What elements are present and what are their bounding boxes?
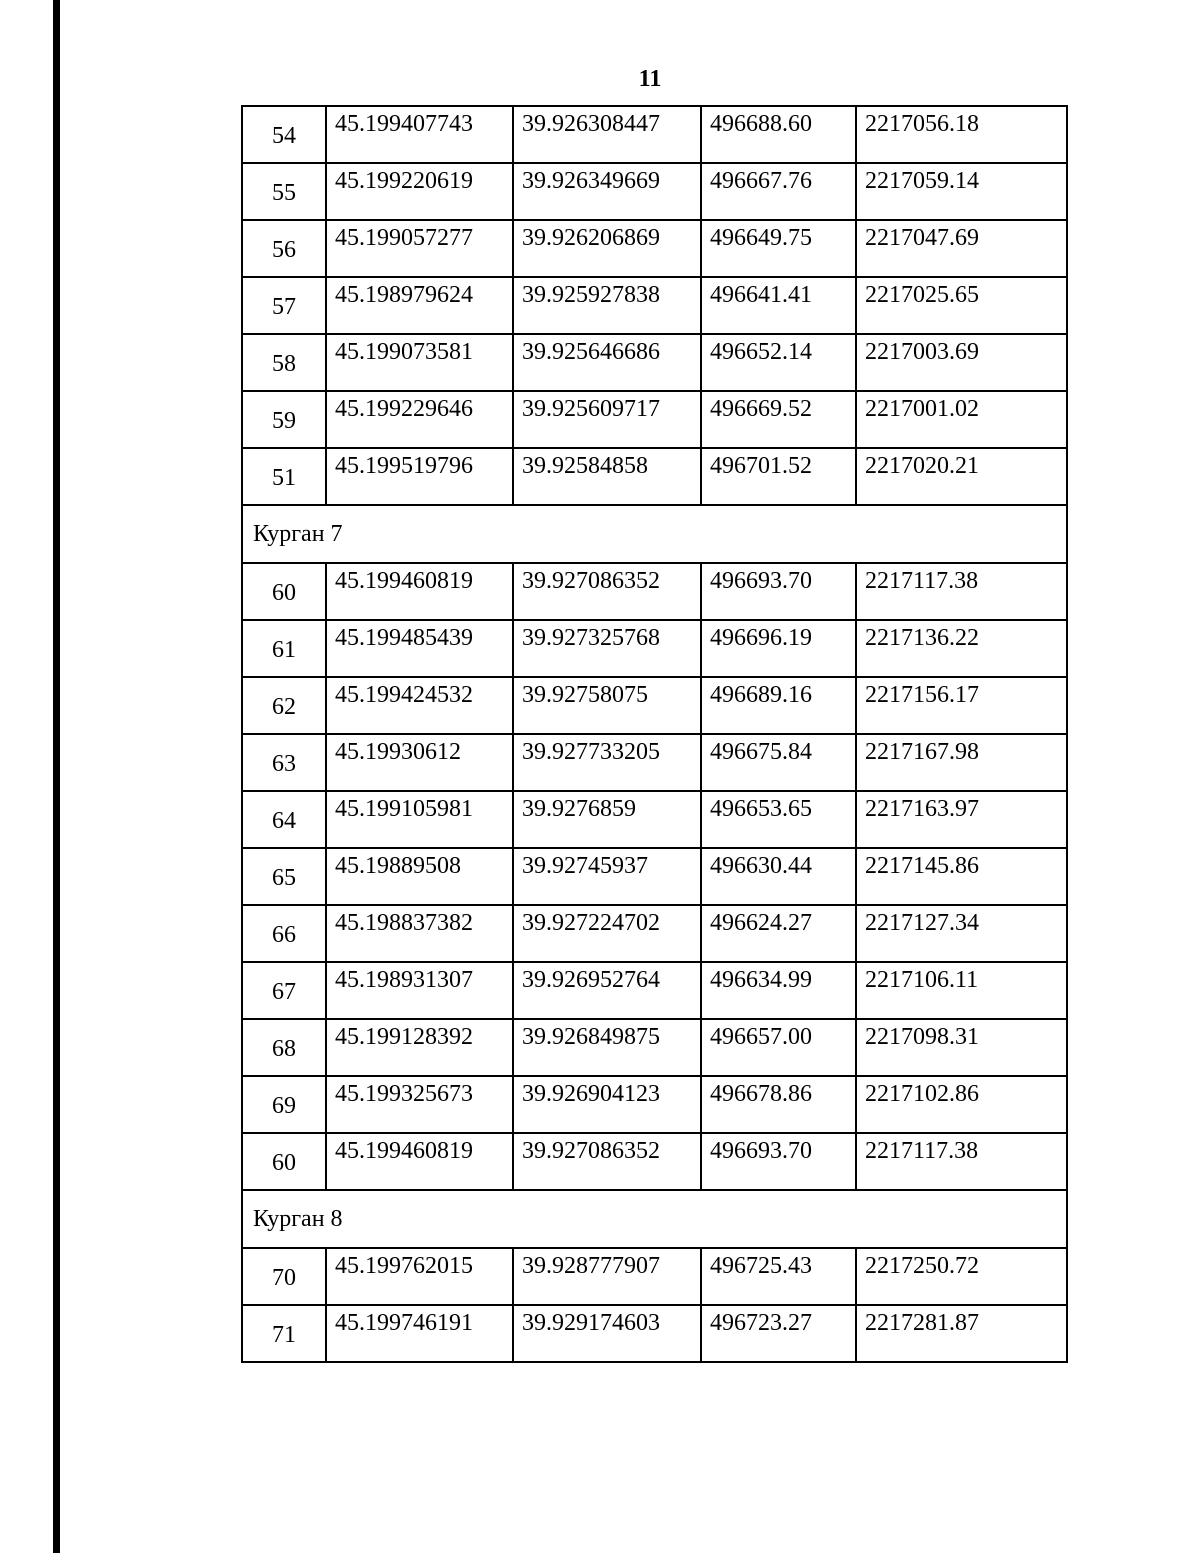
point-number-cell: 70 (242, 1248, 326, 1305)
point-number-cell: 55 (242, 163, 326, 220)
latitude-cell: 45.199746191 (326, 1305, 513, 1362)
table-row (242, 163, 1067, 220)
latitude-cell: 45.198931307 (326, 962, 513, 1019)
point-number-cell: 61 (242, 620, 326, 677)
table-row (242, 677, 1067, 734)
latitude-cell: 45.199057277 (326, 220, 513, 277)
x-coordinate-cell: 496675.84 (701, 734, 856, 791)
x-coordinate-cell: 496657.00 (701, 1019, 856, 1076)
point-number-cell: 68 (242, 1019, 326, 1076)
longitude-cell: 39.926849875 (513, 1019, 701, 1076)
y-coordinate-cell: 2217098.31 (856, 1019, 1067, 1076)
latitude-cell: 45.199220619 (326, 163, 513, 220)
page-number: 11 (638, 66, 662, 92)
y-coordinate-cell: 2217127.34 (856, 905, 1067, 962)
longitude-cell: 39.927224702 (513, 905, 701, 962)
x-coordinate-cell: 496667.76 (701, 163, 856, 220)
longitude-cell: 39.925927838 (513, 277, 701, 334)
y-coordinate-cell: 2217163.97 (856, 791, 1067, 848)
longitude-cell: 39.92758075 (513, 677, 701, 734)
point-number-cell: 67 (242, 962, 326, 1019)
table-row (242, 734, 1067, 791)
longitude-cell: 39.926206869 (513, 220, 701, 277)
point-number-cell: 65 (242, 848, 326, 905)
section-header-row (242, 1190, 1067, 1248)
point-number-cell: 64 (242, 791, 326, 848)
point-number-cell: 59 (242, 391, 326, 448)
page-edge-bar (53, 0, 60, 1553)
longitude-cell: 39.927086352 (513, 1133, 701, 1190)
coordinates-table-body (242, 106, 1067, 1362)
latitude-cell: 45.199073581 (326, 334, 513, 391)
table-row (242, 334, 1067, 391)
longitude-cell: 39.926952764 (513, 962, 701, 1019)
y-coordinate-cell: 2217156.17 (856, 677, 1067, 734)
y-coordinate-cell: 2217001.02 (856, 391, 1067, 448)
x-coordinate-cell: 496649.75 (701, 220, 856, 277)
longitude-cell: 39.926349669 (513, 163, 701, 220)
point-number-cell: 62 (242, 677, 326, 734)
table-row (242, 1133, 1067, 1190)
latitude-cell: 45.198979624 (326, 277, 513, 334)
latitude-cell: 45.199229646 (326, 391, 513, 448)
point-number-cell: 71 (242, 1305, 326, 1362)
point-number-cell: 60 (242, 1133, 326, 1190)
x-coordinate-cell: 496634.99 (701, 962, 856, 1019)
table-row (242, 220, 1067, 277)
table-row (242, 620, 1067, 677)
y-coordinate-cell: 2217102.86 (856, 1076, 1067, 1133)
point-number-cell: 56 (242, 220, 326, 277)
section-header-row (242, 505, 1067, 563)
latitude-cell: 45.199519796 (326, 448, 513, 505)
x-coordinate-cell: 496723.27 (701, 1305, 856, 1362)
latitude-cell: 45.199407743 (326, 106, 513, 163)
x-coordinate-cell: 496693.70 (701, 563, 856, 620)
table-row (242, 391, 1067, 448)
table-row (242, 1305, 1067, 1362)
longitude-cell: 39.928777907 (513, 1248, 701, 1305)
table-row (242, 1076, 1067, 1133)
x-coordinate-cell: 496669.52 (701, 391, 856, 448)
y-coordinate-cell: 2217047.69 (856, 220, 1067, 277)
latitude-cell: 45.199460819 (326, 563, 513, 620)
table-row (242, 848, 1067, 905)
longitude-cell: 39.9276859 (513, 791, 701, 848)
x-coordinate-cell: 496688.60 (701, 106, 856, 163)
longitude-cell: 39.925609717 (513, 391, 701, 448)
point-number-cell: 54 (242, 106, 326, 163)
latitude-cell: 45.199762015 (326, 1248, 513, 1305)
y-coordinate-cell: 2217117.38 (856, 1133, 1067, 1190)
x-coordinate-cell: 496652.14 (701, 334, 856, 391)
y-coordinate-cell: 2217025.65 (856, 277, 1067, 334)
longitude-cell: 39.925646686 (513, 334, 701, 391)
y-coordinate-cell: 2217106.11 (856, 962, 1067, 1019)
longitude-cell: 39.92584858 (513, 448, 701, 505)
longitude-cell: 39.929174603 (513, 1305, 701, 1362)
table-row (242, 1019, 1067, 1076)
x-coordinate-cell: 496725.43 (701, 1248, 856, 1305)
longitude-cell: 39.92745937 (513, 848, 701, 905)
x-coordinate-cell: 496693.70 (701, 1133, 856, 1190)
section-title: Курган 7 (242, 505, 1067, 563)
longitude-cell: 39.926308447 (513, 106, 701, 163)
table-row (242, 791, 1067, 848)
x-coordinate-cell: 496689.16 (701, 677, 856, 734)
x-coordinate-cell: 496630.44 (701, 848, 856, 905)
longitude-cell: 39.927086352 (513, 563, 701, 620)
point-number-cell: 63 (242, 734, 326, 791)
x-coordinate-cell: 496641.41 (701, 277, 856, 334)
y-coordinate-cell: 2217281.87 (856, 1305, 1067, 1362)
table-row (242, 905, 1067, 962)
y-coordinate-cell: 2217020.21 (856, 448, 1067, 505)
latitude-cell: 45.199325673 (326, 1076, 513, 1133)
latitude-cell: 45.199485439 (326, 620, 513, 677)
section-title: Курган 8 (242, 1190, 1067, 1248)
y-coordinate-cell: 2217003.69 (856, 334, 1067, 391)
x-coordinate-cell: 496678.86 (701, 1076, 856, 1133)
table-row (242, 1248, 1067, 1305)
latitude-cell: 45.199128392 (326, 1019, 513, 1076)
y-coordinate-cell: 2217167.98 (856, 734, 1067, 791)
latitude-cell: 45.199460819 (326, 1133, 513, 1190)
table-row (242, 448, 1067, 505)
point-number-cell: 60 (242, 563, 326, 620)
y-coordinate-cell: 2217056.18 (856, 106, 1067, 163)
table-row (242, 106, 1067, 163)
x-coordinate-cell: 496624.27 (701, 905, 856, 962)
latitude-cell: 45.19930612 (326, 734, 513, 791)
point-number-cell: 57 (242, 277, 326, 334)
table-row (242, 962, 1067, 1019)
table-row (242, 277, 1067, 334)
latitude-cell: 45.19889508 (326, 848, 513, 905)
y-coordinate-cell: 2217145.86 (856, 848, 1067, 905)
point-number-cell: 66 (242, 905, 326, 962)
y-coordinate-cell: 2217059.14 (856, 163, 1067, 220)
table-row (242, 563, 1067, 620)
point-number-cell: 51 (242, 448, 326, 505)
y-coordinate-cell: 2217136.22 (856, 620, 1067, 677)
latitude-cell: 45.199424532 (326, 677, 513, 734)
latitude-cell: 45.199105981 (326, 791, 513, 848)
x-coordinate-cell: 496701.52 (701, 448, 856, 505)
latitude-cell: 45.198837382 (326, 905, 513, 962)
x-coordinate-cell: 496653.65 (701, 791, 856, 848)
y-coordinate-cell: 2217117.38 (856, 563, 1067, 620)
longitude-cell: 39.926904123 (513, 1076, 701, 1133)
longitude-cell: 39.927733205 (513, 734, 701, 791)
longitude-cell: 39.927325768 (513, 620, 701, 677)
coordinates-table (241, 105, 1068, 1363)
y-coordinate-cell: 2217250.72 (856, 1248, 1067, 1305)
point-number-cell: 69 (242, 1076, 326, 1133)
x-coordinate-cell: 496696.19 (701, 620, 856, 677)
point-number-cell: 58 (242, 334, 326, 391)
